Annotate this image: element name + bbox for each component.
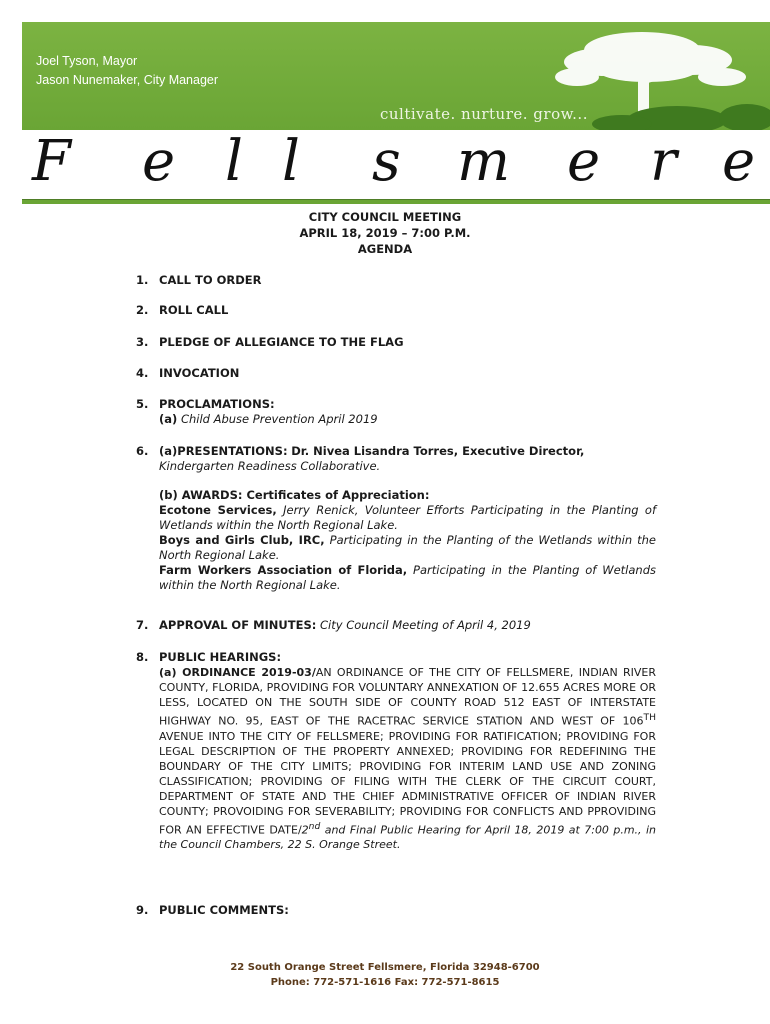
item-title: CALL TO ORDER bbox=[159, 273, 262, 287]
hearing-prefix: 2 bbox=[301, 823, 309, 837]
sub-label: (a) bbox=[159, 412, 178, 426]
item-title: APPROVAL OF MINUTES: bbox=[159, 618, 317, 632]
document-type: AGENDA bbox=[357, 242, 413, 256]
officials-block bbox=[36, 52, 218, 90]
minutes-detail: City Council Meeting of April 4, 2019 bbox=[320, 618, 531, 632]
meeting-date-time: APRIL 18, 2019 – 7:00 P.M. bbox=[299, 226, 471, 240]
award-recipient: Ecotone Services, bbox=[159, 503, 277, 517]
wordmark-letter: m bbox=[457, 129, 511, 194]
item-number: 1. bbox=[136, 273, 149, 287]
item-number: 9. bbox=[136, 903, 149, 917]
wordmark-letter: s bbox=[372, 129, 401, 194]
item-number: 4. bbox=[136, 366, 149, 380]
item-number: 6. bbox=[136, 444, 149, 458]
item-title: INVOCATION bbox=[159, 366, 240, 380]
wordmark-letter: l bbox=[225, 129, 243, 194]
wordmark-letter: r bbox=[650, 129, 677, 194]
hearing-superscript: nd bbox=[308, 820, 321, 832]
presentations-label: (a)PRESENTATIONS: bbox=[159, 444, 288, 458]
item-number: 8. bbox=[136, 650, 149, 664]
oak-tree-icon bbox=[522, 22, 770, 130]
mayor-name: Joel Tyson, Mayor bbox=[36, 54, 138, 68]
award-entry bbox=[159, 533, 656, 563]
award-recipient: Farm Workers Association of Florida, bbox=[159, 563, 408, 577]
item-number: 5. bbox=[136, 397, 149, 411]
item-title: PROCLAMATIONS: bbox=[159, 397, 275, 411]
item-number: 2. bbox=[136, 303, 149, 317]
ordinance-superscript: TH bbox=[643, 712, 656, 723]
award-description: Jerry Renick, Volunteer Efforts Participating in the Planting of Wetlands within the North Regional Lake. bbox=[159, 503, 657, 532]
item-number: 7. bbox=[136, 618, 149, 632]
presenter-org: Kindergarten Readiness Collaborative. bbox=[159, 459, 381, 473]
item-title: PUBLIC HEARINGS: bbox=[159, 650, 282, 664]
wordmark-letter: e bbox=[142, 129, 176, 194]
wordmark-letter: l bbox=[282, 129, 300, 194]
city-wordmark bbox=[22, 130, 770, 196]
footer-address: 22 South Orange Street Fellsmere, Florida 32948-6700 bbox=[230, 962, 540, 973]
letterhead-rule bbox=[22, 199, 770, 204]
award-description: Participating in the Planting of the Wetlands within the North Regional Lake. bbox=[159, 533, 657, 562]
award-recipient: Boys and Girls Club, IRC, bbox=[159, 533, 325, 547]
item-title: PLEDGE OF ALLEGIANCE TO THE FLAG bbox=[159, 335, 404, 349]
presenter-name: Dr. Nivea Lisandra Torres, Executive Director, bbox=[291, 444, 585, 458]
award-entry bbox=[159, 563, 656, 593]
letterhead-banner bbox=[22, 22, 770, 130]
wordmark-letter: e bbox=[722, 129, 756, 194]
ordinance-body-2: AVENUE INTO THE CITY OF FELLSMERE; PROVIDING FOR RATIFICATION; PROVIDING FOR LEGAL DESCRIPTION OF THE PROPERTY ANNEXED; PROVIDING FOR REDEFINING THE BOUNDARY OF THE CITY LIMITS; PROVIDING FOR INTERIM LAND USE AND ZONING CLASSIFICATION; PROVIDING OF FILING WITH THE CLERK OF THE CIRCUIT COURT, DEPARTMENT OF STATE AND THE CHIEF ADMINISTRATIVE OFFICER OF INDIAN RIVER COUNTY; PROVOIDING FOR SEVERABILITY; PROVIDING FOR CONFLICTS AND PPROVIDING FOR AN EFFECTIVE DATE/ bbox=[159, 729, 656, 837]
ordinance-text bbox=[159, 665, 656, 852]
award-entry bbox=[159, 503, 656, 533]
tagline: cultivate. nurture. grow... bbox=[380, 105, 588, 123]
presentation-line bbox=[159, 444, 656, 459]
award-description: Participating in the Planting of Wetlands within the North Regional Lake. bbox=[159, 563, 656, 592]
wordmark-letter: F bbox=[32, 129, 71, 194]
proclamation-line bbox=[159, 412, 656, 427]
meeting-title: CITY COUNCIL MEETING bbox=[308, 210, 462, 224]
proclamation-text: Child Abuse Prevention April 2019 bbox=[180, 412, 378, 426]
ordinance-label: (a) ORDINANCE 2019-03/ bbox=[159, 666, 316, 679]
item-number: 3. bbox=[136, 335, 149, 349]
wordmark-letter: e bbox=[567, 129, 601, 194]
city-manager-name: Jason Nunemaker, City Manager bbox=[36, 73, 219, 87]
item-title: PUBLIC COMMENTS: bbox=[159, 903, 289, 917]
hearing-text: and Final Public Hearing for April 18, 2019 at 7:00 p.m., in the Council Chambers, 22 S. Orange Street. bbox=[159, 823, 656, 852]
awards-label: (b) AWARDS: Certificates of Appreciation: bbox=[159, 488, 430, 502]
footer-phone-fax: Phone: 772-571-1616 Fax: 772-571-8615 bbox=[270, 977, 500, 988]
ordinance-body-1: AN ORDINANCE OF THE CITY OF FELLSMERE, INDIAN RIVER COUNTY, FLORIDA, PROVIDING FOR VOLUNTARY ANNEXATION OF 12.655 ACRES MORE OR LESS, LOCATED ON THE SOUTH SIDE OF COUNTY ROAD 512 EAST OF INTERSTATE HIGHWAY NO. 95, EAST OF THE RACETRAC SERVICE STATION AND WEST OF 106 bbox=[159, 666, 657, 728]
item-title: ROLL CALL bbox=[159, 303, 229, 317]
